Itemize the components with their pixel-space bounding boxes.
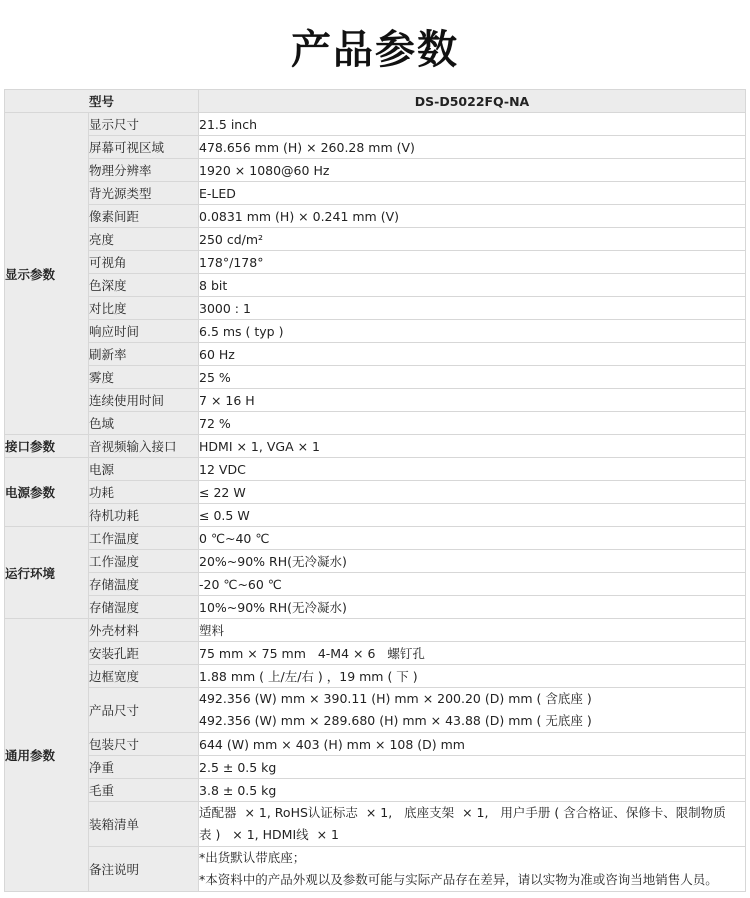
row-value: 10%~90% RH(无冷凝水) [199, 596, 746, 619]
table-row [5, 550, 746, 573]
row-value: 250 cd/m² [199, 228, 746, 251]
row-value: 2.5 ± 0.5 kg [199, 756, 746, 779]
section-interface: 接口参数 [5, 435, 89, 458]
row-key: 电源 [89, 458, 199, 481]
row-value: E-LED [199, 182, 746, 205]
row-key: 待机功耗 [89, 504, 199, 527]
row-key: 色域 [89, 412, 199, 435]
row-value: -20 ℃~60 ℃ [199, 573, 746, 596]
table-row [5, 182, 746, 205]
table-row [5, 779, 746, 802]
table-row [5, 274, 746, 297]
row-value: 0 ℃~40 ℃ [199, 527, 746, 550]
row-value: 12 VDC [199, 458, 746, 481]
page-title: 产品参数 [291, 27, 459, 73]
packing-list-line-1: 适配器 × 1, RoHS认证标志 × 1, 底座支架 × 1, 用户手册 ( 含合格证、保修卡、限制物质 [199, 805, 726, 820]
section-environment: 运行环境 [5, 527, 89, 619]
row-value: 0.0831 mm (H) × 0.241 mm (V) [199, 205, 746, 228]
table-row [5, 159, 746, 182]
row-value: 20%~90% RH(无冷凝水) [199, 550, 746, 573]
row-key: 响应时间 [89, 320, 199, 343]
model-label: 型号 [5, 90, 199, 113]
row-key: 可视角 [89, 251, 199, 274]
row-key: 安装孔距 [89, 642, 199, 665]
row-key: 对比度 [89, 297, 199, 320]
row-key: 显示尺寸 [89, 113, 199, 136]
row-key: 备注说明 [89, 847, 199, 892]
table-row [5, 847, 746, 892]
row-value: HDMI × 1, VGA × 1 [199, 435, 746, 458]
row-key: 物理分辨率 [89, 159, 199, 182]
row-key: 连续使用时间 [89, 389, 199, 412]
row-key: 功耗 [89, 481, 199, 504]
row-key: 刷新率 [89, 343, 199, 366]
row-value: 478.656 mm (H) × 260.28 mm (V) [199, 136, 746, 159]
row-value: 7 × 16 H [199, 389, 746, 412]
section-power: 电源参数 [5, 458, 89, 527]
table-row [5, 756, 746, 779]
table-row [5, 228, 746, 251]
table-row [5, 504, 746, 527]
row-key: 亮度 [89, 228, 199, 251]
row-key: 音视频输入接口 [89, 435, 199, 458]
table-row [5, 619, 746, 642]
row-key: 工作湿度 [89, 550, 199, 573]
row-value: 8 bit [199, 274, 746, 297]
table-row [5, 297, 746, 320]
row-value: 21.5 inch [199, 113, 746, 136]
table-row [5, 481, 746, 504]
row-value: 60 Hz [199, 343, 746, 366]
row-key: 色深度 [89, 274, 199, 297]
row-value [199, 802, 746, 847]
section-general: 通用参数 [5, 619, 89, 892]
row-key: 像素间距 [89, 205, 199, 228]
table-row [5, 366, 746, 389]
row-value: 3.8 ± 0.5 kg [199, 779, 746, 802]
table-header-row [5, 90, 746, 113]
row-key: 工作温度 [89, 527, 199, 550]
product-size-with-base: 492.356 (W) mm × 390.11 (H) mm × 200.20 (D) mm ( 含底座 ) [199, 691, 592, 706]
row-key: 背光源类型 [89, 182, 199, 205]
row-key: 存储湿度 [89, 596, 199, 619]
spec-table [4, 89, 746, 892]
table-row [5, 733, 746, 756]
row-key: 包装尺寸 [89, 733, 199, 756]
row-key: 装箱清单 [89, 802, 199, 847]
row-key: 产品尺寸 [89, 688, 199, 733]
row-value: 644 (W) mm × 403 (H) mm × 108 (D) mm [199, 733, 746, 756]
row-key: 外壳材料 [89, 619, 199, 642]
table-row [5, 596, 746, 619]
product-size-without-base: 492.356 (W) mm × 289.680 (H) mm × 43.88 (D) mm ( 无底座 ) [199, 713, 592, 728]
table-row [5, 527, 746, 550]
table-row [5, 573, 746, 596]
row-value: ≤ 0.5 W [199, 504, 746, 527]
row-key: 净重 [89, 756, 199, 779]
row-key: 屏幕可视区域 [89, 136, 199, 159]
table-row [5, 802, 746, 847]
model-value: DS-D5022FQ-NA [199, 90, 746, 113]
table-row [5, 205, 746, 228]
row-value [199, 688, 746, 733]
table-row [5, 343, 746, 366]
table-row [5, 688, 746, 733]
table-row [5, 435, 746, 458]
section-display: 显示参数 [5, 113, 89, 435]
table-row [5, 458, 746, 481]
row-value: 1920 × 1080@60 Hz [199, 159, 746, 182]
packing-list-line-2: 表 ) × 1, HDMI线 × 1 [199, 827, 339, 842]
table-row [5, 136, 746, 159]
table-row [5, 642, 746, 665]
row-value: ≤ 22 W [199, 481, 746, 504]
row-key: 雾度 [89, 366, 199, 389]
row-value: 75 mm × 75 mm 4-M4 × 6 螺钉孔 [199, 642, 746, 665]
table-row [5, 412, 746, 435]
row-value: 塑料 [199, 619, 746, 642]
row-key: 毛重 [89, 779, 199, 802]
table-row [5, 320, 746, 343]
row-value [199, 847, 746, 892]
table-row [5, 113, 746, 136]
row-value: 72 % [199, 412, 746, 435]
table-row [5, 251, 746, 274]
note-line-2: *本资料中的产品外观以及参数可能与实际产品存在差异，请以实物为准或咨询当地销售人员。 [199, 872, 718, 887]
row-value: 25 % [199, 366, 746, 389]
row-key: 边框宽度 [89, 665, 199, 688]
row-value: 3000 : 1 [199, 297, 746, 320]
row-value: 6.5 ms ( typ ) [199, 320, 746, 343]
table-row [5, 389, 746, 412]
note-line-1: *出货默认带底座； [199, 850, 306, 865]
table-row [5, 665, 746, 688]
row-value: 1.88 mm ( 上/左/右 ) ，19 mm ( 下 ) [199, 665, 746, 688]
row-key: 存储温度 [89, 573, 199, 596]
row-value: 178°/178° [199, 251, 746, 274]
